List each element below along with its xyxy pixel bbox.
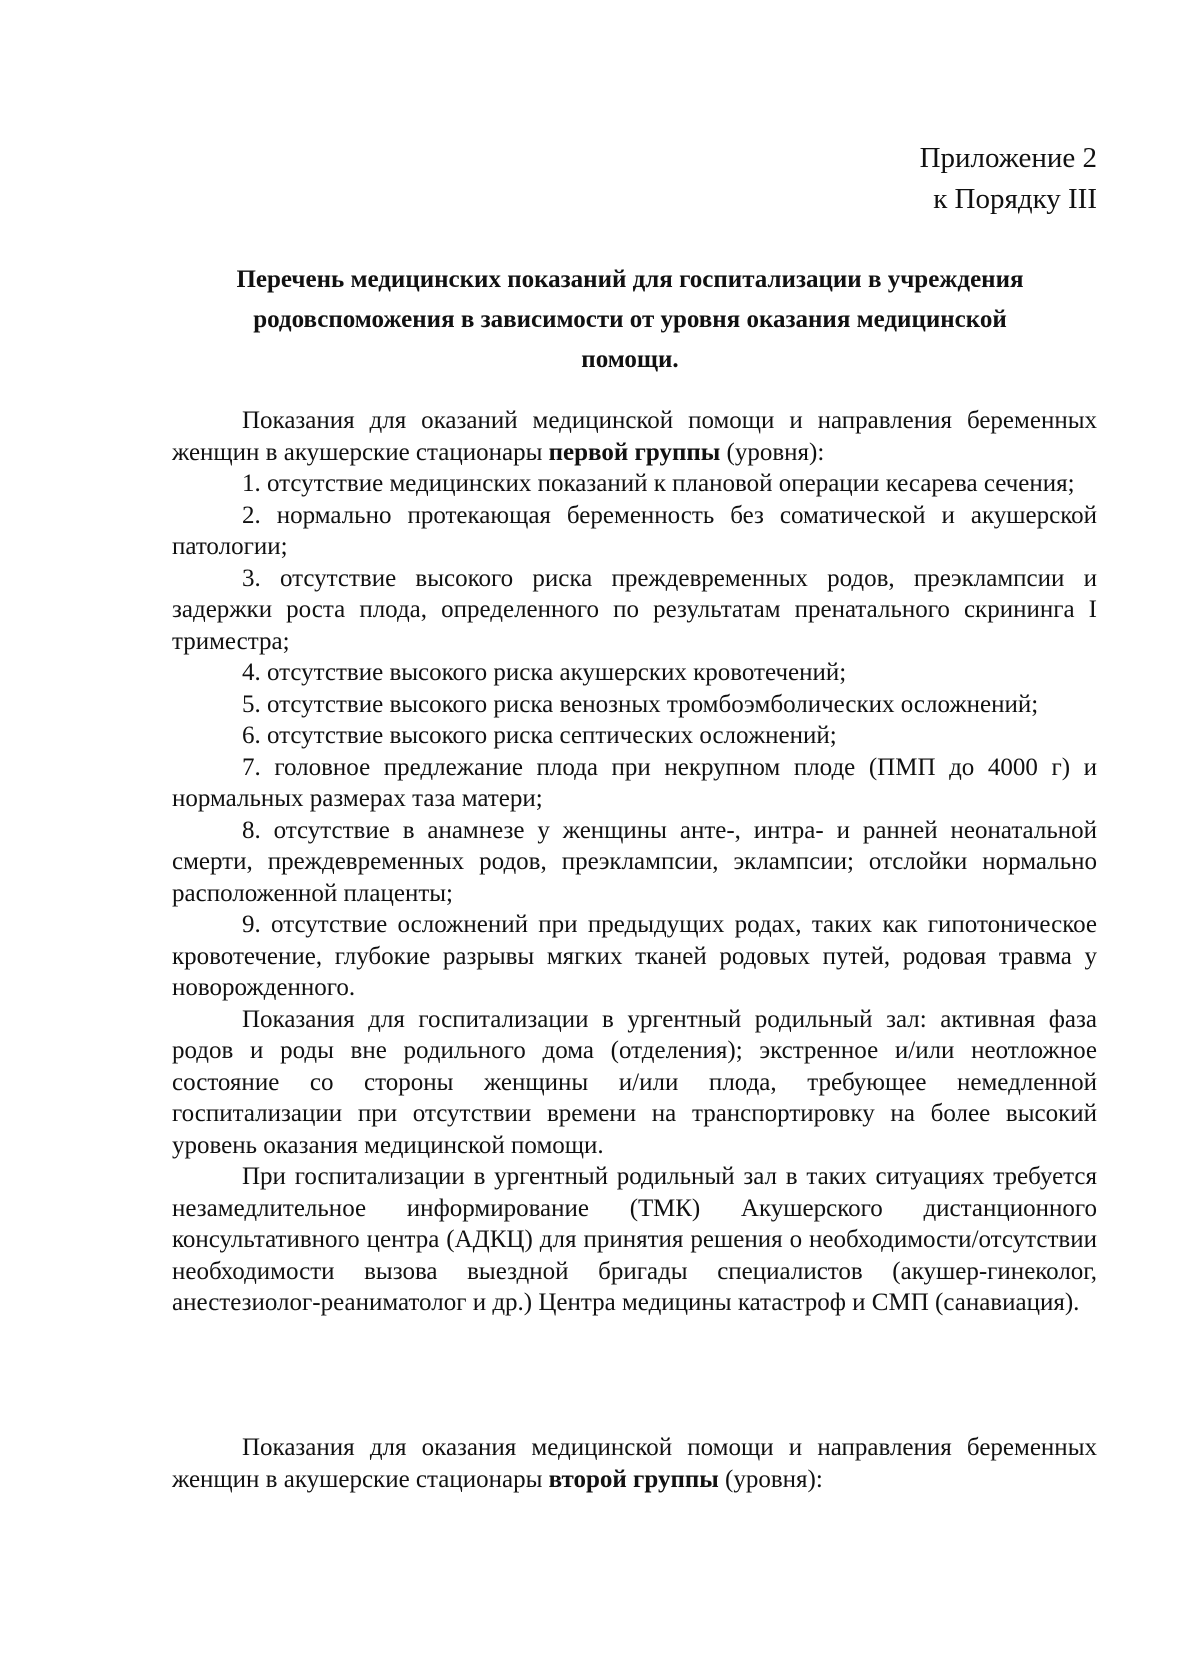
first-group-label: первой группы bbox=[548, 438, 721, 466]
title-line-2: родовспоможения в зависимости от уровня оказания медицинской bbox=[253, 306, 1007, 333]
tmk-paragraph: При госпитализации в ургентный родильный зал в таких ситуациях требуется незамедлительное информирование (ТМК) Акушерского дистанционного консультативного центра (АДКЦ) для принятия решения о необходимости/отсутствии необходимости вызова выездной бригады специалистов (акушер-гинеколог, анестезиолог-реаниматолог и др.) Центра медицины катастроф и СМП (санавиация). bbox=[172, 1163, 1097, 1316]
list-item: 2. нормально протекающая беременность без соматической и акушерской патологии; bbox=[172, 501, 1097, 560]
title-line-1: Перечень медицинских показаний для госпитализации в учреждения bbox=[236, 266, 1024, 293]
list-item: 8. отсутствие в анамнезе у женщины анте-, интра- и ранней неонатальной смерти, преждевременных родов, преэклампсии, эклампсии; отслойки нормально расположенной плаценты; bbox=[172, 816, 1097, 907]
appendix-header bbox=[920, 138, 1097, 220]
second-group-label: второй группы bbox=[548, 1465, 719, 1493]
list-item: 7. головное предлежание плода при некрупном плоде (ПМП до 4000 г) и нормальных размерах таза матери; bbox=[172, 753, 1097, 812]
list-item: 4. отсутствие высокого риска акушерских кровотечений; bbox=[242, 659, 847, 686]
list-item: 1. отсутствие медицинских показаний к плановой операции кесарева сечения; bbox=[242, 470, 1075, 497]
appendix-reference: к Порядку III bbox=[933, 183, 1097, 215]
list-item: 3. отсутствие высокого риска преждевременных родов, преэклампсии и задержки роста плода, определенного по результатам пренатального скрининга I триместра; bbox=[172, 564, 1097, 655]
title-line-3: помощи. bbox=[581, 346, 679, 373]
first-group-intro: Показания для оказаний медицинской помощи и направления беременных женщин в акушерские стационары первой группы (уровня): bbox=[172, 407, 1097, 466]
section-first-group bbox=[172, 405, 1097, 1319]
list-item: 9. отсутствие осложнений при предыдущих родах, таких как гипотоническое кровотечение, глубокие разрывы мягких тканей родовых путей, родовая травма у новорожденного. bbox=[172, 911, 1097, 1001]
list-item: 6. отсутствие высокого риска септических осложнений; bbox=[242, 722, 837, 749]
appendix-number: Приложение 2 bbox=[919, 142, 1097, 174]
list-item: 5. отсутствие высокого риска венозных тромбоэмболических осложнений; bbox=[242, 690, 1039, 718]
section-second-group bbox=[172, 1432, 1097, 1495]
urgent-ward-paragraph: Показания для госпитализации в ургентный родильный зал: активная фаза родов и роды вне родильного дома (отделения); экстренное и/или неотложное состояние со стороны женщины и/или плода, требующее немедленной госпитализации при отсутствии времени на транспортировку на более высокий уровень оказания медицинской помощи. bbox=[172, 1005, 1097, 1159]
second-group-intro: Показания для оказания медицинской помощи и направления беременных женщин в акушерские стационары второй группы (уровня): bbox=[172, 1434, 1097, 1493]
document-title bbox=[170, 260, 1090, 380]
